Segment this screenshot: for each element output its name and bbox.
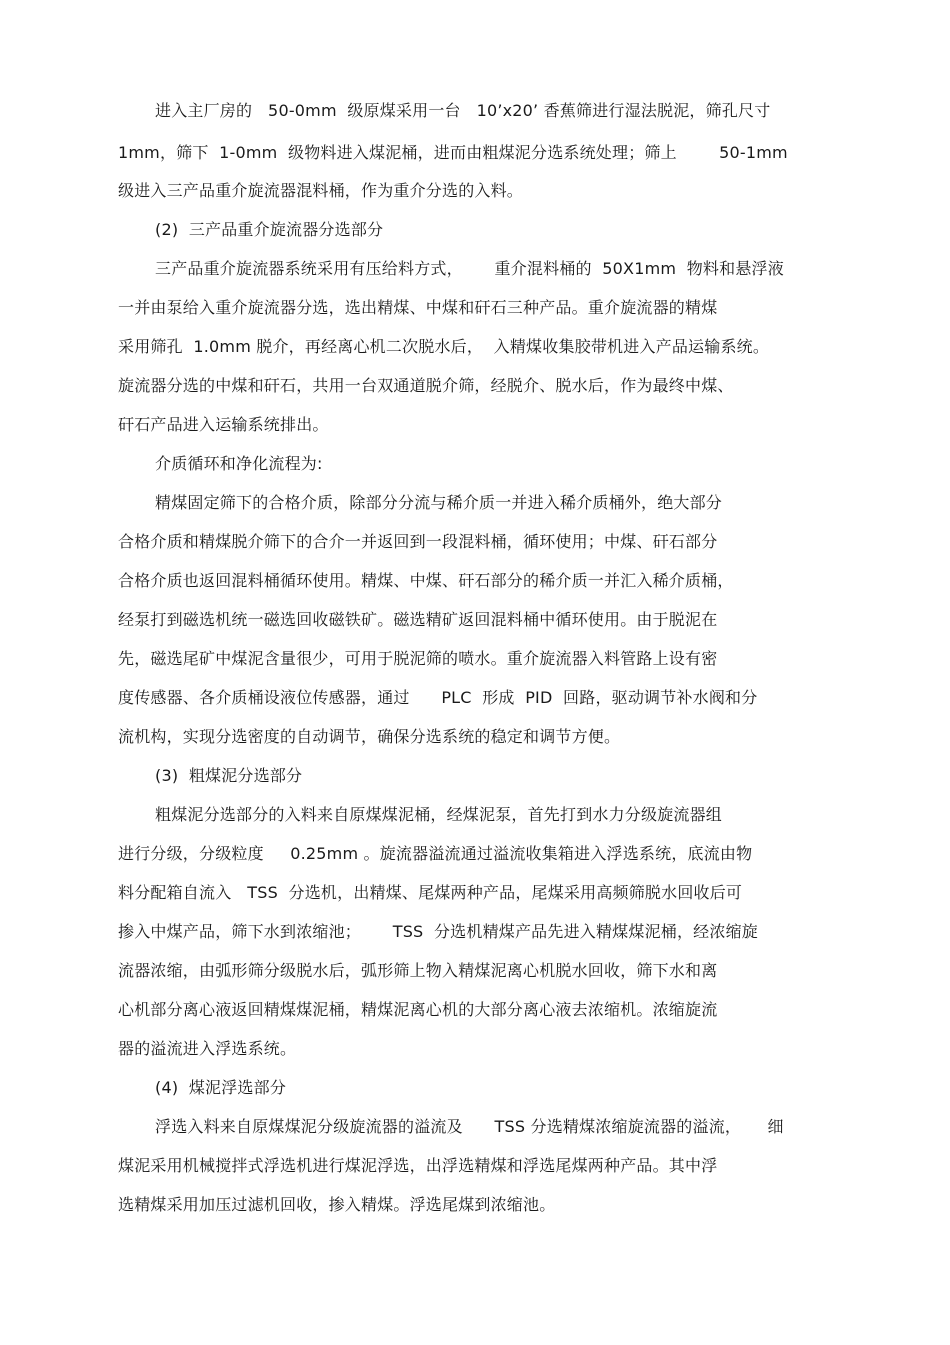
paragraph-line: 合格介质和精煤脱介筛下的合介一并返回到一段混料桶，循环使用；中煤、矸石部分 — [118, 532, 718, 551]
paragraph-line: 一并由泵给入重介旋流器分选，选出精煤、中煤和矸石三种产品。重介旋流器的精煤 — [118, 298, 718, 317]
paragraph-line: 流机构，实现分选密度的自动调节，确保分选系统的稳定和调节方便。 — [118, 727, 621, 746]
paragraph-line: 级进入三产品重介旋流器混料桶，作为重介分选的入料。 — [118, 181, 524, 200]
paragraph-line: 矸石产品进入运输系统排出。 — [118, 415, 329, 434]
paragraph-line: 掺入中煤产品，筛下水到浓缩池； TSS 分选机精煤产品先进入精煤煤泥桶，经浓缩旋 — [118, 922, 758, 941]
paragraph-line: 器的溢流进入浮选系统。 — [118, 1039, 297, 1058]
paragraph-line: 粗煤泥分选部分的入料来自原煤煤泥桶，经煤泥泵，首先打到水力分级旋流器组 — [155, 805, 723, 824]
paragraph-line: 经泵打到磁选机统一磁选回收磁铁矿。磁选精矿返回混料桶中循环使用。由于脱泥在 — [118, 610, 718, 629]
paragraph-line: 采用筛孔 1.0mm 脱介，再经离心机二次脱水后， 入精煤收集胶带机进入产品运输系统。 — [118, 337, 770, 356]
section-heading: (2) 三产品重介旋流器分选部分 — [155, 220, 384, 239]
section-heading: (4) 煤泥浮选部分 — [155, 1078, 287, 1097]
paragraph-line: 先，磁选尾矿中煤泥含量很少，可用于脱泥筛的喷水。重介旋流器入料管路上设有密 — [118, 649, 718, 668]
paragraph-line: 合格介质也返回混料桶循环使用。精煤、中煤、矸石部分的稀介质一并汇入稀介质桶， — [118, 571, 734, 590]
paragraph-line: 介质循环和净化流程为: — [155, 454, 323, 473]
paragraph-line: 料分配箱自流入 TSS 分选机，出精煤、尾煤两种产品，尾煤采用高频筛脱水回收后可 — [118, 883, 743, 902]
paragraph-line: 三产品重介旋流器系统采用有压给料方式， 重介混料桶的 50X1mm 物料和悬浮液 — [155, 259, 784, 278]
paragraph-line: 1mm，筛下 1-0mm 级物料进入煤泥桶，进而由粗煤泥分选系统处理；筛上 50-1mm — [118, 143, 788, 162]
paragraph-line: 度传感器、各介质桶设液位传感器，通过 PLC 形成 PID 回路，驱动调节补水阀和分 — [118, 688, 758, 707]
paragraph-line: 浮选入料来自原煤煤泥分级旋流器的溢流及 TSS 分选精煤浓缩旋流器的溢流， 细 — [155, 1117, 784, 1136]
paragraph-line: 进入主厂房的 50-0mm 级原煤采用一台 10’x20’ 香蕉筛进行湿法脱泥，筛孔尺寸 — [155, 101, 771, 120]
paragraph-line: 流器浓缩，由弧形筛分级脱水后，弧形筛上物入精煤泥离心机脱水回收，筛下水和离 — [118, 961, 718, 980]
paragraph-line: 旋流器分选的中煤和矸石，共用一台双通道脱介筛，经脱介、脱水后，作为最终中煤、 — [118, 376, 734, 395]
paragraph-line: 选精煤采用加压过滤机回收，掺入精煤。浮选尾煤到浓缩池。 — [118, 1195, 556, 1214]
paragraph-line: 煤泥采用机械搅拌式浮选机进行煤泥浮选，出浮选精煤和浮选尾煤两种产品。其中浮 — [118, 1156, 718, 1175]
paragraph-line: 进行分级，分级粒度 0.25mm 。旋流器溢流通过溢流收集箱进入浮选系统，底流由物 — [118, 844, 753, 863]
paragraph-line: 精煤固定筛下的合格介质，除部分分流与稀介质一并进入稀介质桶外，绝大部分 — [155, 493, 723, 512]
section-heading: (3) 粗煤泥分选部分 — [155, 766, 303, 785]
paragraph-line: 心机部分离心液返回精煤煤泥桶，精煤泥离心机的大部分离心液去浓缩机。浓缩旋流 — [118, 1000, 718, 1019]
